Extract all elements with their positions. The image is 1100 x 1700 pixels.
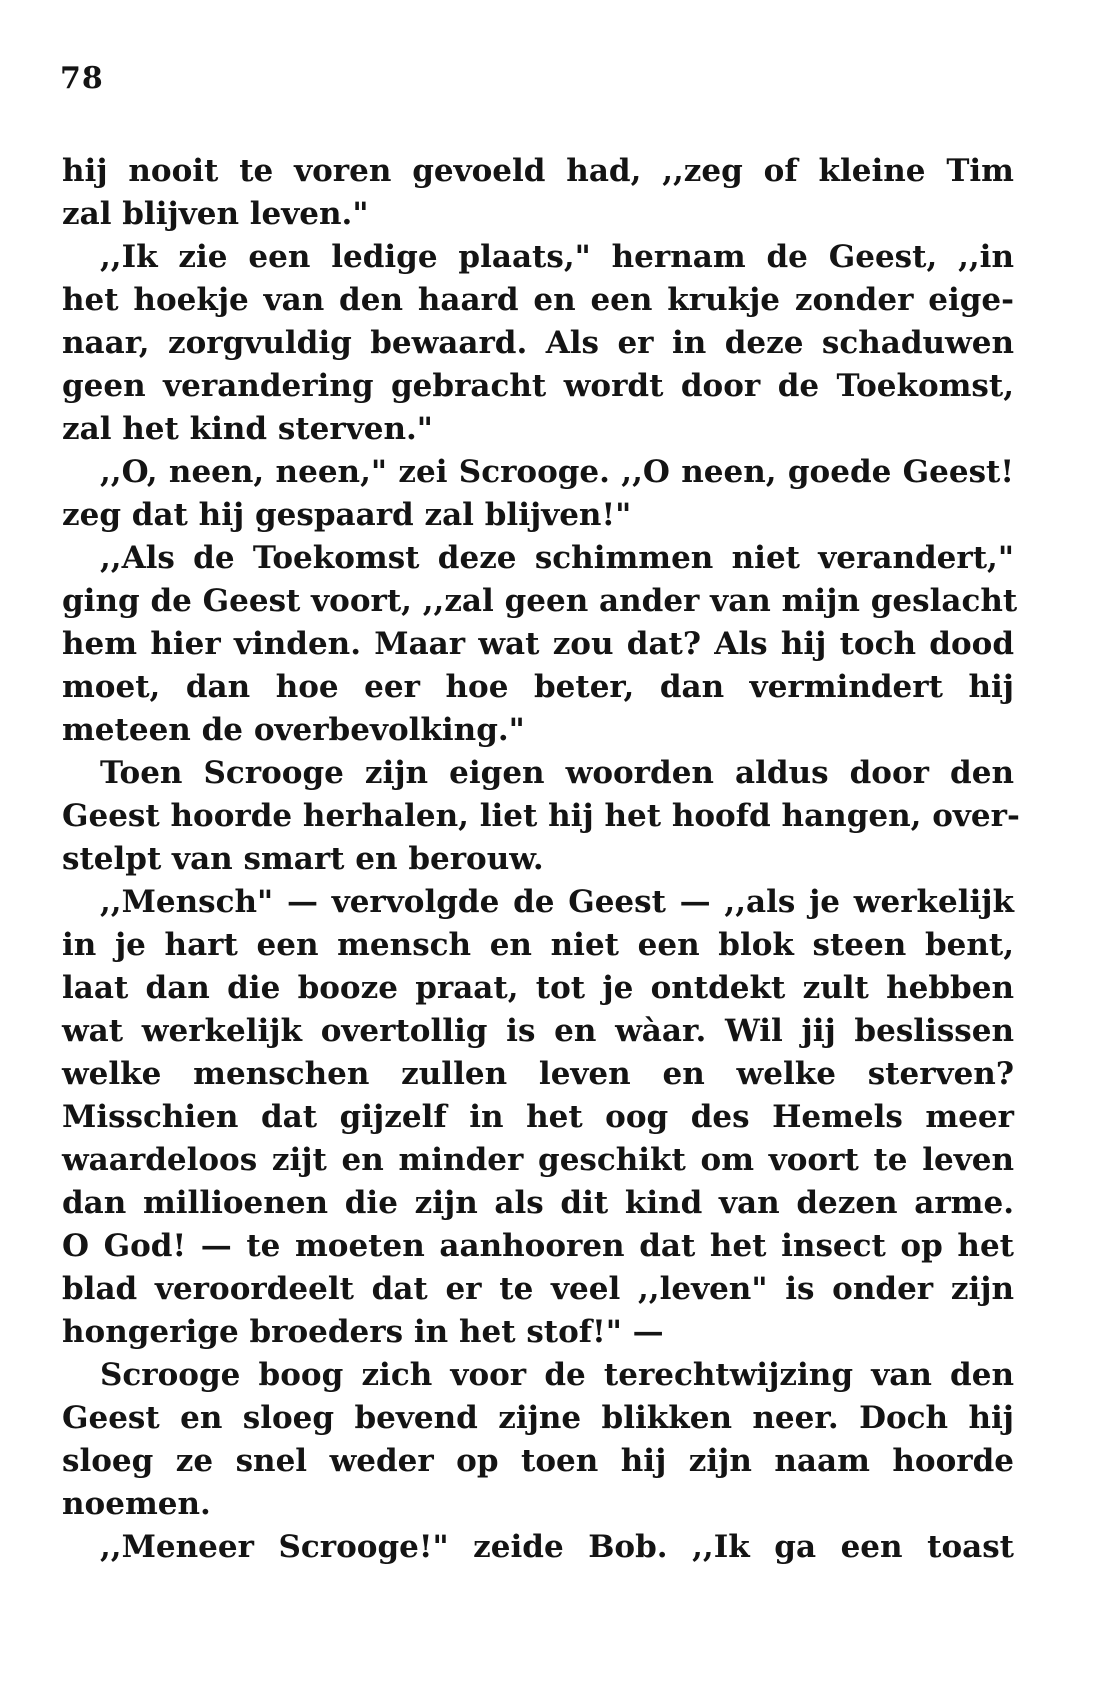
page-number: 78 — [60, 61, 104, 96]
text-line: sloeg ze snel weder op toen hij zijn naam hoorde — [62, 1443, 1014, 1479]
paragraph — [62, 1354, 1014, 1526]
text-line: naar, zorgvuldig bewaard. Als er in deze schaduwen — [62, 325, 1014, 361]
text-line: Misschien dat gijzelf in het oog des Hemels meer — [62, 1099, 1014, 1135]
text-line: laat dan die booze praat, tot je ontdekt zult hebben — [62, 970, 1014, 1006]
paragraph — [62, 1526, 1014, 1569]
text-line: geen verandering gebracht wordt door de Toekomst, — [62, 368, 1014, 404]
text-line: noemen. — [62, 1486, 211, 1522]
text-line: Geest hoorde herhalen, liet hij het hoofd hangen, over- — [62, 798, 1020, 834]
text-line: moet, dan hoe eer hoe beter, dan vermindert hij — [62, 669, 1014, 705]
text-line: Geest en sloeg bevend zijne blikken neer. Doch hij — [62, 1400, 1014, 1436]
body-text — [62, 150, 1020, 1569]
text-line: stelpt van smart en berouw. — [62, 841, 544, 877]
text-line: welke menschen zullen leven en welke sterven? — [62, 1056, 1014, 1092]
text-line: hij nooit te voren gevoeld had, ,,zeg of kleine Tim — [62, 153, 1014, 189]
text-line: ,,Mensch" — vervolgde de Geest — ,,als je werkelijk — [100, 884, 1014, 920]
text-line: wat werkelijk overtollig is en wàar. Wil jij beslissen — [62, 1013, 1014, 1049]
text-line: dan millioenen die zijn als dit kind van dezen arme. — [62, 1185, 1014, 1221]
text-line: meteen de overbevolking." — [62, 712, 525, 748]
text-line: het hoekje van den haard en een krukje zonder eige- — [62, 282, 1014, 318]
text-line: hem hier vinden. Maar wat zou dat? Als hij toch dood — [62, 626, 1014, 662]
text-line: Scrooge boog zich voor de terechtwijzing van den — [100, 1357, 1014, 1393]
paragraph — [62, 752, 1020, 881]
paragraph — [62, 451, 1014, 537]
text-line: Toen Scrooge zijn eigen woorden aldus door den — [100, 755, 1014, 791]
text-line: zal het kind sterven." — [62, 411, 433, 447]
paragraph — [62, 236, 1014, 451]
paragraph — [62, 537, 1018, 752]
paragraph — [62, 150, 1014, 236]
paragraph — [62, 881, 1014, 1354]
text-line: zal blijven leven." — [62, 196, 369, 232]
text-line: O God! — te moeten aanhooren dat het insect op het — [62, 1228, 1014, 1264]
text-line: blad veroordeelt dat er te veel ,,leven" is onder zijn — [62, 1271, 1014, 1307]
text-line: waardeloos zijt en minder geschikt om voort te leven — [62, 1142, 1014, 1178]
text-line: ,,O, neen, neen," zei Scrooge. ,,O neen, goede Geest! — [100, 454, 1014, 490]
text-line: ,,Meneer Scrooge!" zeide Bob. ,,Ik ga een toast — [100, 1529, 1014, 1565]
text-line: in je hart een mensch en niet een blok steen bent, — [62, 927, 1014, 963]
text-line: ,,Ik zie een ledige plaats," hernam de Geest, ,,in — [100, 239, 1014, 275]
text-line: ging de Geest voort, ,,zal geen ander van mijn geslacht — [62, 583, 1018, 619]
text-line: hongerige broeders in het stof!" — — [62, 1314, 664, 1350]
text-line: ,,Als de Toekomst deze schimmen niet verandert," — [100, 540, 1014, 576]
text-line: zeg dat hij gespaard zal blijven!" — [62, 497, 632, 533]
